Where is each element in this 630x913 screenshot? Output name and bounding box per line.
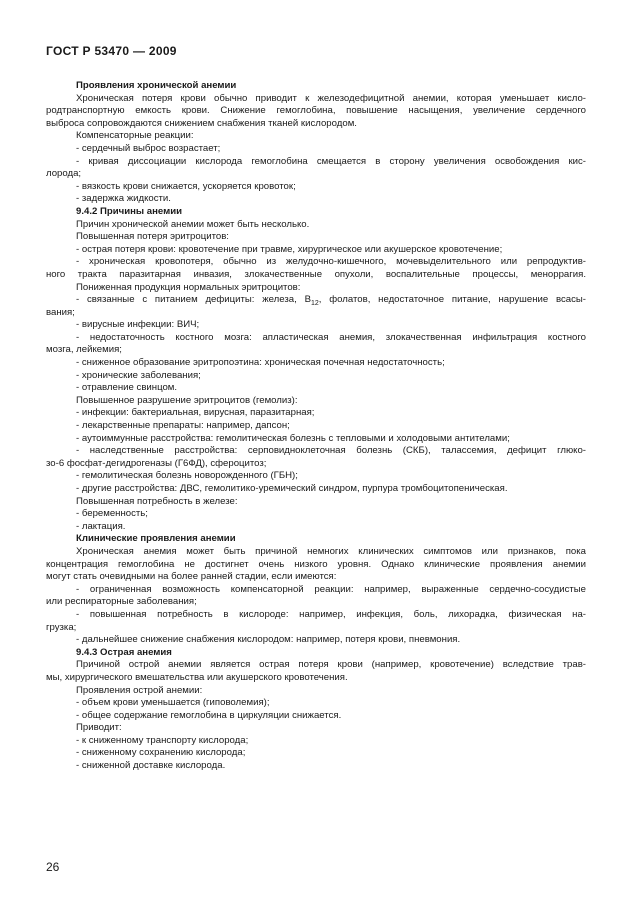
line-text-tail: , фолатов, недостаточное питание, нарушение всасы- (318, 294, 586, 306)
text-line (46, 344, 586, 357)
line-text: Причин хронической анемии может быть несколько. (76, 218, 310, 230)
line-text: - беременность; (76, 508, 148, 520)
text-line (46, 559, 586, 572)
line-text: 9.4.3 Острая анемия (76, 646, 172, 658)
text-line (46, 357, 586, 370)
line-text: Клинические проявления анемии (76, 533, 236, 545)
text-line (46, 672, 586, 685)
text-line (46, 697, 586, 710)
section-heading (46, 206, 586, 219)
document-body (46, 80, 586, 773)
text-line (46, 244, 586, 257)
text-line (46, 168, 586, 181)
section-heading (46, 80, 586, 93)
line-text: Проявления хронической анемии (76, 80, 237, 91)
text-line (46, 747, 586, 760)
line-text: Причиной острой анемии является острая потеря крови (например, кровотечение) вследствие трав- (76, 659, 586, 671)
line-text: - дальнейшее снижение снабжения кислородом: например, потеря крови, пневмония. (76, 634, 461, 646)
text-line (46, 571, 586, 584)
line-text: мозга, лейкемия; (46, 344, 122, 356)
text-line (46, 584, 586, 597)
line-text: выброса сопровождаются снижением снабжения тканей кислородом. (46, 117, 357, 129)
text-line (46, 496, 586, 509)
line-text: - наследственные расстройства: серповидноклеточная болезнь (СКБ), талассемия, дефицит глюко- (76, 445, 586, 457)
line-text: Хроническая анемия может быть причиной немногих клинических симптомов или признаков, пока (76, 545, 586, 557)
line-text: Хроническая потеря крови обычно приводит к железодефицитной анемии, которая уменьшает кисло- (76, 92, 586, 104)
line-text: лорода; (46, 168, 82, 180)
line-text: или респираторные заболевания; (46, 596, 197, 608)
line-text: - задержка жидкости. (76, 193, 171, 205)
line-text: концентрация гемоглобина не достигнет очень низкого уровня. Однако клинические проявления анемии (46, 558, 586, 570)
line-text: родтранспортную емкость крови. Снижение гемоглобина, повышение насыщения, увеличение сердечного (46, 105, 586, 117)
text-line (46, 143, 586, 156)
line-text: - объем крови уменьшается (гиповолемия); (76, 697, 270, 709)
text-line (46, 458, 586, 471)
text-line (46, 760, 586, 773)
line-text: - хроническая кровопотеря, обычно из желудочно-кишечного, мочевыделительного или репродуктив- (76, 256, 586, 268)
line-text: Повышенная потеря эритроцитов: (76, 231, 229, 243)
line-text: - лактация. (76, 520, 126, 532)
line-text: - повышенная потребность в кислороде: например, инфекция, боль, лихорадка, физическая на- (76, 608, 586, 620)
text-line (46, 722, 586, 735)
text-line (46, 282, 586, 295)
text-line (46, 609, 586, 622)
text-line (46, 332, 586, 345)
text-line (46, 130, 586, 143)
text-line (46, 710, 586, 723)
document-header: ГОСТ Р 53470 — 2009 (46, 44, 177, 58)
text-line (46, 685, 586, 698)
line-text: - к сниженному транспорту кислорода; (76, 734, 249, 746)
line-text: Пониженная продукция нормальных эритроцитов: (76, 281, 301, 293)
text-line (46, 596, 586, 609)
line-text: - острая потеря крови: кровотечение при травме, хирургическое или акушерское кровотечение; (76, 243, 503, 255)
text-line (46, 307, 586, 320)
line-text: - вязкость крови снижается, ускоряется кровоток; (76, 180, 296, 192)
line-text: - сниженной доставке кислорода. (76, 760, 226, 772)
text-line (46, 420, 586, 433)
text-line (46, 622, 586, 635)
line-text: Проявления острой анемии: (76, 684, 203, 696)
text-line (46, 395, 586, 408)
line-text: зо-6 фосфат-дегидрогеназы (Г6ФД), сфероцитоз; (46, 457, 267, 469)
line-text: могут стать очевидными на более ранней стадии, если имеются: (46, 571, 337, 583)
text-line (46, 118, 586, 131)
line-text: - аутоиммунные расстройства: гемолитическая болезнь с тепловыми и холодовыми антителами; (76, 432, 510, 444)
text-line (46, 546, 586, 559)
text-line (46, 634, 586, 647)
text-line (46, 193, 586, 206)
text-line (46, 407, 586, 420)
text-line (46, 294, 586, 307)
line-text: - сниженному сохранению кислорода; (76, 747, 246, 759)
section-heading (46, 647, 586, 660)
text-line (46, 659, 586, 672)
text-line (46, 735, 586, 748)
line-text: ного тракта паразитарная инвазия, злокачественные опухоли, воспалительные процессы, меноррагия. (46, 268, 586, 280)
text-line (46, 219, 586, 232)
text-line (46, 508, 586, 521)
text-line (46, 382, 586, 395)
text-line (46, 483, 586, 496)
line-text: мы, хирургического вмешательства или акушерского кровотечения. (46, 671, 348, 683)
line-text: - другие расстройства: ДВС, гемолитико-уремический синдром, пурпура тромбоцитопеническая. (76, 483, 508, 494)
line-text: - связанные с питанием дефициты: железа, В (76, 294, 311, 306)
line-text: - ограниченная возможность компенсаторной реакции: например, выраженные сердечно-сосудистые (76, 583, 586, 595)
line-text: - инфекции: бактериальная, вирусная, паразитарная; (76, 407, 315, 419)
text-line (46, 93, 586, 106)
text-line (46, 470, 586, 483)
line-text: - отравление свинцом. (76, 382, 178, 394)
line-text: 9.4.2 Причины анемии (76, 205, 183, 217)
line-text: - лекарственные препараты: например, дапсон; (76, 420, 290, 432)
line-text: - сердечный выброс возрастает; (76, 142, 221, 154)
line-text: - сниженное образование эритропоэтина: хроническая почечная недостаточность; (76, 357, 445, 369)
text-line (46, 370, 586, 383)
section-heading (46, 533, 586, 546)
text-line (46, 445, 586, 458)
text-line (46, 105, 586, 118)
line-text: - общее содержание гемоглобина в циркуляции снижается. (76, 709, 342, 721)
subscript: 12 (310, 300, 319, 307)
text-line (46, 521, 586, 534)
line-text: Компенсаторные реакции: (76, 130, 194, 142)
text-line (46, 156, 586, 169)
text-line (46, 181, 586, 194)
line-text: - хронические заболевания; (76, 369, 201, 381)
line-text: вания; (46, 306, 75, 318)
line-text: - вирусные инфекции: ВИЧ; (76, 319, 200, 331)
text-line (46, 433, 586, 446)
text-line (46, 256, 586, 269)
line-text: - недостаточность костного мозга: апластическая анемия, злокачественная инфильтрация костного (76, 331, 586, 343)
page-number: 26 (46, 860, 60, 874)
text-line (46, 231, 586, 244)
line-text: Повышенное разрушение эритроцитов (гемолиз): (76, 394, 298, 406)
text-line (46, 319, 586, 332)
line-text: - кривая диссоциации кислорода гемоглобина смещается в сторону увеличения освобождения кис- (76, 155, 586, 167)
line-text: Приводит: (76, 722, 122, 734)
text-line (46, 269, 586, 282)
line-text: - гемолитическая болезнь новорожденного (ГБН); (76, 470, 298, 482)
line-text: грузка; (46, 621, 77, 633)
line-text: Повышенная потребность в железе: (76, 495, 238, 507)
